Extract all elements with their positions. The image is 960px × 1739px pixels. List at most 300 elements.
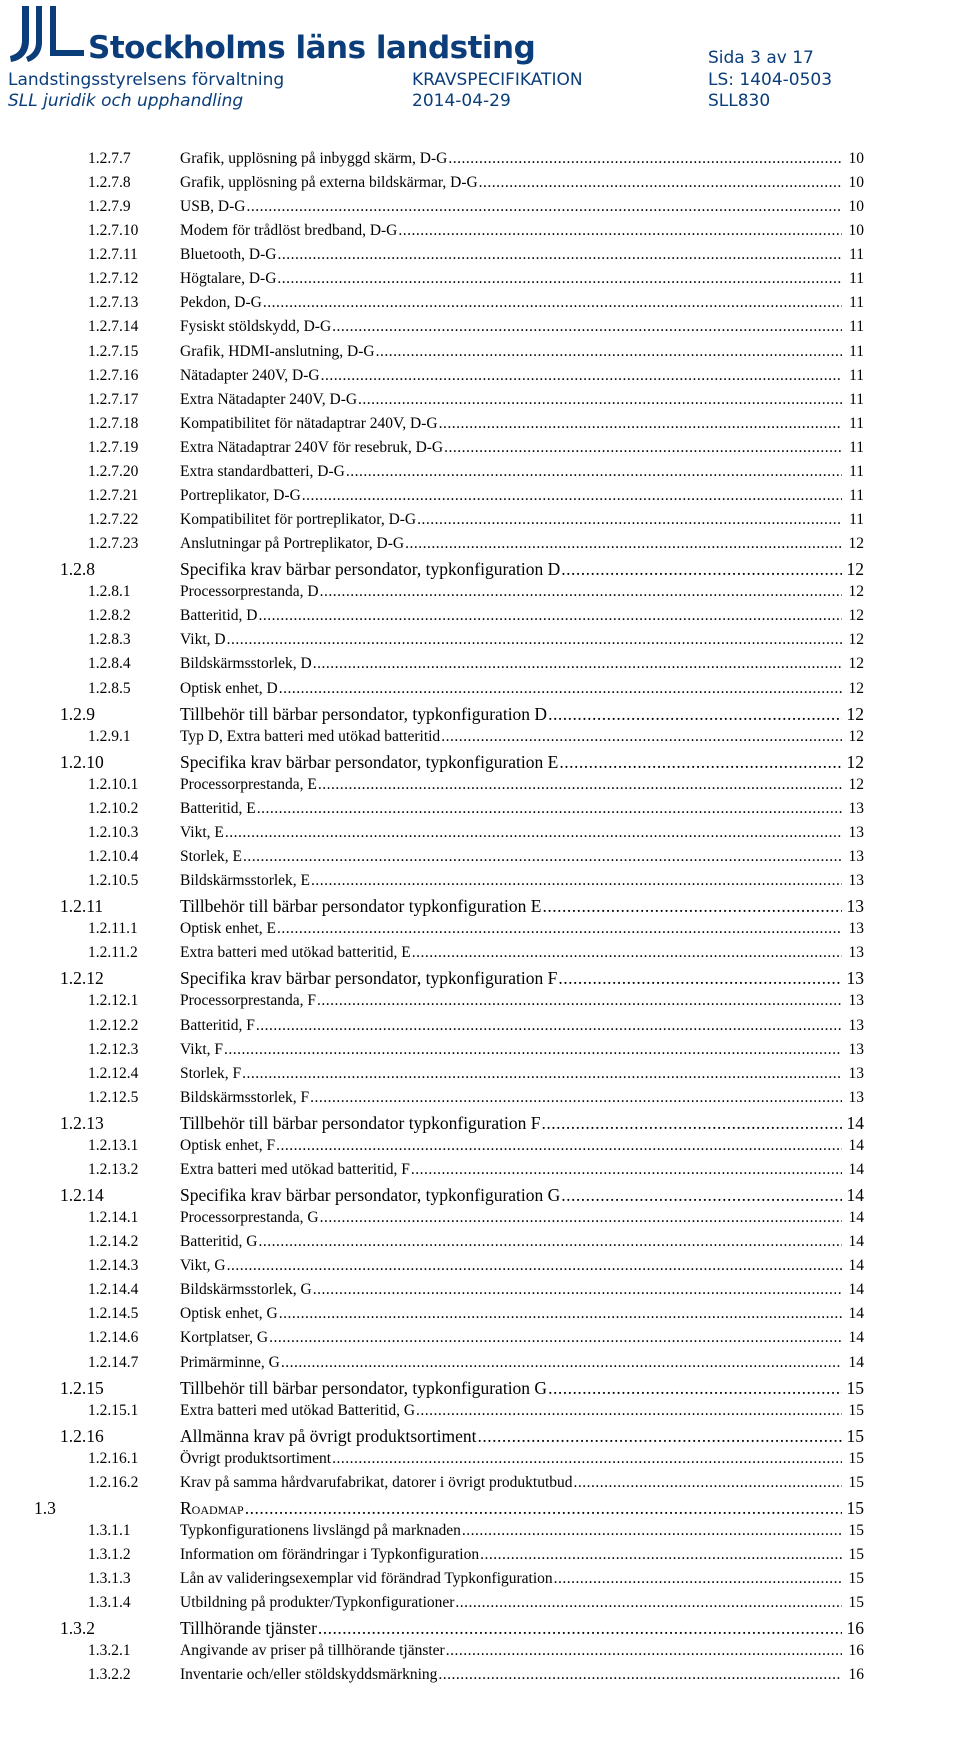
- toc-entry-number: 1.2.14.5: [88, 1305, 139, 1323]
- toc-entry-page: 11: [849, 511, 864, 529]
- toc-entry-title: Grafik, upplösning på inbyggd skärm, D-G: [180, 150, 448, 167]
- toc-entry-title: Extra Nätadaptrar 240V för resebruk, D-G: [180, 438, 444, 456]
- toc-entry-page: 14: [848, 1209, 864, 1227]
- toc-entry-number: 1.2.7.8: [88, 174, 131, 192]
- toc-entry-number: 1.3.2.1: [88, 1642, 131, 1660]
- toc-entry-number: 1.3.2: [60, 1618, 95, 1639]
- toc-entry[interactable]: [0, 1113, 960, 1137]
- toc-entry-number: 1.2.12.4: [88, 1064, 139, 1082]
- toc-entry-number: 1.2.10.1: [88, 775, 139, 793]
- toc-entry-number: 1.2.16.1: [88, 1449, 139, 1467]
- toc-entry[interactable]: [0, 367, 960, 391]
- toc-entry[interactable]: [0, 1546, 960, 1570]
- toc-entry-page: 13: [848, 799, 864, 817]
- toc-entry-page: 14: [848, 1305, 864, 1323]
- toc-entry[interactable]: [0, 728, 960, 752]
- toc-entry-title: Batteritid, F: [180, 1016, 255, 1034]
- toc-entry-number: 1.2.14.4: [88, 1281, 139, 1299]
- dot-leader: [277, 270, 842, 288]
- dot-leader: [313, 655, 842, 673]
- toc-entry-title: Tillbehör till bärbar persondator, typkonfiguration G: [180, 1377, 548, 1398]
- dot-leader: [311, 872, 842, 890]
- toc-entry[interactable]: [0, 1618, 960, 1642]
- toc-entry-title: Angivande av priser på tillhörande tjänster: [180, 1642, 445, 1660]
- toc-entry-number: 1.3.1.2: [88, 1546, 131, 1564]
- toc-entry-page: 12: [848, 631, 864, 649]
- toc-entry-page: 13: [848, 944, 864, 962]
- toc-entry-title: Extra batteri med utökad batteritid, E: [180, 944, 411, 962]
- toc-entry-number: 1.2.14.6: [88, 1329, 139, 1347]
- dot-leader: [277, 920, 842, 938]
- toc-entry[interactable]: [0, 920, 960, 944]
- toc-entry-number: 1.3.1.3: [88, 1570, 131, 1588]
- dot-leader: [320, 1209, 842, 1227]
- toc-entry-number: 1.2.8: [60, 559, 95, 580]
- toc-entry-page: 15: [848, 1473, 864, 1491]
- toc-entry-number: 1.2.10.4: [88, 848, 139, 866]
- dot-leader: [224, 1041, 842, 1059]
- toc-entry[interactable]: [0, 1329, 960, 1353]
- dot-leader: [462, 1522, 842, 1540]
- toc-entry-number: 1.2.14.7: [88, 1353, 139, 1371]
- toc-entry[interactable]: [0, 222, 960, 246]
- toc-entry[interactable]: [0, 1474, 960, 1498]
- toc-entry-title: Optisk enhet, E: [180, 920, 276, 938]
- toc-entry[interactable]: [0, 535, 960, 559]
- dot-leader: [455, 1594, 842, 1612]
- toc-entry-number: 1.2.10.5: [88, 872, 139, 890]
- sll-code: SLL830: [708, 91, 771, 111]
- dot-leader: [310, 1089, 842, 1107]
- toc-entry[interactable]: [0, 848, 960, 872]
- toc-entry-number: 1.2.11.2: [88, 944, 138, 962]
- dot-leader: [257, 800, 842, 818]
- dot-leader: [559, 752, 842, 773]
- toc-entry-title: Storlek, E: [180, 848, 242, 866]
- toc-entry[interactable]: [0, 1594, 960, 1618]
- toc-entry-page: 15: [846, 1377, 864, 1398]
- toc-entry-title: Modem för trådlöst bredband, D-G: [180, 222, 398, 240]
- toc-entry[interactable]: [0, 872, 960, 896]
- toc-entry-page: 10: [848, 174, 864, 192]
- dot-leader: [279, 1305, 842, 1323]
- toc-entry[interactable]: [0, 1089, 960, 1113]
- toc-entry-title: Krav på samma hårdvarufabrikat, datorer i övrigt produktutbud: [180, 1473, 573, 1491]
- toc-entry-title: Optisk enhet, G: [180, 1305, 278, 1323]
- toc-entry-page: 16: [848, 1666, 864, 1684]
- dot-leader: [411, 1161, 842, 1179]
- toc-entry-page: 16: [846, 1618, 864, 1639]
- organization-name: Stockholms läns landsting: [88, 30, 536, 66]
- toc-entry-title: Typkonfigurationens livslängd på marknaden: [180, 1521, 461, 1539]
- toc-entry[interactable]: [0, 1233, 960, 1257]
- toc-entry-number: 1.2.7.22: [88, 511, 139, 529]
- dot-leader: [346, 463, 842, 481]
- toc-entry[interactable]: [0, 343, 960, 367]
- toc-entry-page: 11: [849, 414, 864, 432]
- toc-entry-title: Bildskärmsstorlek, G: [180, 1281, 312, 1299]
- toc-entry-page: 12: [848, 775, 864, 793]
- dot-leader: [477, 1426, 842, 1447]
- dot-leader: [358, 391, 842, 409]
- toc-entry-page: 13: [846, 896, 864, 917]
- toc-entry-page: 12: [846, 703, 864, 724]
- toc-entry[interactable]: [0, 559, 960, 583]
- toc-entry-page: 11: [849, 246, 864, 264]
- dot-leader: [438, 1666, 842, 1684]
- toc-entry-number: 1.2.14.2: [88, 1233, 139, 1251]
- dot-leader: [313, 1281, 842, 1299]
- toc-entry[interactable]: [0, 896, 960, 920]
- dot-leader: [416, 1402, 842, 1420]
- toc-entry-number: 1.2.9.1: [88, 727, 131, 745]
- page-header: [0, 0, 960, 130]
- toc-entry-page: 10: [848, 150, 864, 167]
- dot-leader: [320, 583, 842, 601]
- dot-leader: [448, 150, 842, 168]
- toc-entry-page: 11: [849, 462, 864, 480]
- toc-entry-page: 13: [848, 1088, 864, 1106]
- toc-entry-number: 1.2.7.17: [88, 390, 139, 408]
- dot-leader: [245, 1498, 842, 1519]
- toc-entry[interactable]: [0, 439, 960, 463]
- toc-entry-page: 15: [846, 1425, 864, 1446]
- document-type: KRAVSPECIFIKATION: [412, 70, 583, 90]
- toc-entry-title: Övrigt produktsortiment: [180, 1449, 332, 1467]
- toc-entry-title: Bildskärmsstorlek, F: [180, 1088, 310, 1106]
- toc-entry-page: 10: [848, 198, 864, 216]
- dot-leader: [405, 535, 842, 553]
- toc-entry-number: 1.2.7.18: [88, 414, 139, 432]
- administration-name: Landstingsstyrelsens förvaltning: [8, 70, 285, 90]
- toc-entry-page: 15: [848, 1570, 864, 1588]
- toc-entry[interactable]: [0, 463, 960, 487]
- toc-entry-page: 11: [849, 318, 864, 336]
- toc-entry-page: 13: [848, 823, 864, 841]
- toc-entry-title: Kompatibilitet för portreplikator, D-G: [180, 511, 417, 529]
- toc-entry-title: Processorprestanda, E: [180, 775, 317, 793]
- toc-entry[interactable]: [0, 776, 960, 800]
- toc-entry-title: Fysiskt stöldskydd, D-G: [180, 318, 332, 336]
- toc-entry-number: 1.2.12: [60, 968, 104, 989]
- toc-entry-page: 15: [848, 1546, 864, 1564]
- toc-entry-title: Roadmap: [180, 1497, 244, 1518]
- toc-entry-title: Batteritid, E: [180, 799, 256, 817]
- toc-entry-page: 14: [848, 1233, 864, 1251]
- toc-entry-page: 11: [849, 342, 864, 360]
- toc-entry-title: Extra batteri med utökad Batteritid, G: [180, 1401, 416, 1419]
- toc-entry[interactable]: [0, 150, 960, 174]
- toc-entry-page: 11: [849, 294, 864, 312]
- toc-entry-title: Optisk enhet, F: [180, 1136, 276, 1154]
- toc-entry-number: 1.2.7.21: [88, 486, 139, 504]
- toc-entry-title: Vikt, G: [180, 1257, 226, 1275]
- toc-entry-title: Specifika krav bärbar persondator, typkonfiguration E: [180, 751, 559, 772]
- toc-entry-number: 1.2.7.9: [88, 198, 131, 216]
- toc-entry-page: 14: [846, 1112, 864, 1133]
- toc-entry[interactable]: [0, 174, 960, 198]
- toc-entry-number: 1.2.16: [60, 1425, 104, 1446]
- toc-entry[interactable]: [0, 992, 960, 1016]
- toc-entry-title: Extra batteri med utökad batteritid, F: [180, 1160, 410, 1178]
- toc-entry-number: 1.2.14.1: [88, 1209, 139, 1227]
- toc-entry[interactable]: [0, 704, 960, 728]
- toc-entry[interactable]: [0, 1209, 960, 1233]
- toc-entry-page: 12: [846, 559, 864, 580]
- toc-entry[interactable]: [0, 198, 960, 222]
- toc-entry-number: 1.2.7.11: [88, 246, 138, 264]
- dot-leader: [227, 1257, 842, 1275]
- toc-entry-number: 1.2.12.3: [88, 1040, 139, 1058]
- toc-entry-number: 1.2.7.19: [88, 438, 139, 456]
- toc-entry-title: Portreplikator, D-G: [180, 486, 301, 504]
- toc-entry-number: 1.2.8.2: [88, 607, 131, 625]
- toc-entry[interactable]: [0, 752, 960, 776]
- dot-leader: [259, 607, 843, 625]
- toc-entry-page: 13: [848, 848, 864, 866]
- dot-leader: [279, 680, 842, 698]
- toc-entry-page: 15: [846, 1497, 864, 1518]
- toc-entry[interactable]: [0, 800, 960, 824]
- toc-entry-title: Bluetooth, D-G: [180, 246, 277, 264]
- toc-entry-title: Tillbehör till bärbar persondator, typkonfiguration D: [180, 703, 548, 724]
- toc-entry-number: 1.2.7.15: [88, 342, 139, 360]
- toc-entry-title: Tillhörande tjänster: [180, 1618, 317, 1639]
- toc-entry-number: 1.2.8.3: [88, 631, 131, 649]
- toc-entry-page: 12: [846, 751, 864, 772]
- toc-entry-page: 13: [848, 992, 864, 1010]
- dot-leader: [412, 944, 842, 962]
- toc-entry-number: 1.2.13.1: [88, 1136, 139, 1154]
- toc-entry-number: 1.2.15: [60, 1377, 104, 1398]
- toc-entry-page: 13: [848, 920, 864, 938]
- toc-entry[interactable]: [0, 246, 960, 270]
- toc-entry-title: Primärminne, G: [180, 1353, 280, 1371]
- dot-leader: [269, 1329, 842, 1347]
- toc-entry-number: 1.2.9: [60, 703, 95, 724]
- toc-entry-number: 1.3.2.2: [88, 1666, 131, 1684]
- toc-entry-title: Grafik, upplösning på externa bildskärmar, D-G: [180, 174, 478, 192]
- toc-entry-title: Extra standardbatteri, D-G: [180, 462, 345, 480]
- toc-entry-title: Nätadapter 240V, D-G: [180, 366, 320, 384]
- toc-entry[interactable]: [0, 1498, 960, 1522]
- toc-entry-number: 1.2.11: [60, 896, 104, 917]
- toc-entry[interactable]: [0, 1065, 960, 1089]
- toc-entry-page: 14: [848, 1329, 864, 1347]
- toc-entry-page: 14: [848, 1257, 864, 1275]
- toc-entry-number: 1.2.16.2: [88, 1473, 139, 1491]
- dot-leader: [281, 1354, 842, 1372]
- toc-entry[interactable]: [0, 294, 960, 318]
- toc-entry[interactable]: [0, 655, 960, 679]
- toc-entry[interactable]: [0, 1378, 960, 1402]
- toc-entry[interactable]: [0, 487, 960, 511]
- toc-entry-number: 1.2.8.5: [88, 679, 131, 697]
- dot-leader: [561, 559, 842, 580]
- dot-leader: [242, 1065, 842, 1083]
- toc-entry-number: 1.2.10.2: [88, 799, 139, 817]
- toc-entry[interactable]: [0, 1666, 960, 1690]
- toc-entry[interactable]: [0, 1185, 960, 1209]
- toc-entry-title: Bildskärmsstorlek, E: [180, 872, 311, 890]
- toc-entry-page: 11: [849, 366, 864, 384]
- toc-entry-page: 15: [848, 1449, 864, 1467]
- toc-entry-number: 1.2.10.3: [88, 823, 139, 841]
- toc-entry-number: 1.2.7.13: [88, 294, 139, 312]
- toc-entry-page: 12: [848, 655, 864, 673]
- toc-entry[interactable]: [0, 583, 960, 607]
- toc-entry-page: 14: [846, 1185, 864, 1205]
- toc-entry[interactable]: [0, 1450, 960, 1474]
- dot-leader: [302, 487, 842, 505]
- toc-entry-title: Specifika krav bärbar persondator, typkonfiguration G: [180, 1185, 561, 1205]
- toc-entry-page: 15: [848, 1521, 864, 1539]
- toc-entry-page: 13: [848, 1016, 864, 1034]
- page-label: Sida 3 av 17: [708, 48, 814, 68]
- department-name: SLL juridik och upphandling: [8, 91, 244, 111]
- toc-entry-page: 11: [849, 486, 864, 504]
- toc-entry-title: Optisk enhet, D: [180, 679, 278, 697]
- dot-leader: [417, 511, 842, 529]
- dot-leader: [542, 1113, 843, 1134]
- toc-entry-title: Vikt, E: [180, 823, 224, 841]
- toc-entry-number: 1.2.7.23: [88, 535, 139, 553]
- toc-entry-title: Utbildning på produkter/Typkonfigurationer: [180, 1594, 455, 1612]
- toc-entry-title: Högtalare, D-G: [180, 270, 277, 288]
- toc-entry-title: USB, D-G: [180, 198, 246, 216]
- toc-entry-page: 13: [848, 872, 864, 890]
- dot-leader: [398, 222, 842, 240]
- toc-entry-number: 1.2.13: [60, 1112, 104, 1133]
- dot-leader: [444, 439, 842, 457]
- toc-entry-title: Extra Nätadapter 240V, D-G: [180, 390, 358, 408]
- dot-leader: [542, 896, 842, 917]
- toc-entry-title: Specifika krav bärbar persondator, typkonfiguration D: [180, 559, 561, 580]
- toc-entry-page: 13: [848, 1040, 864, 1058]
- toc-entry[interactable]: [0, 1161, 960, 1185]
- toc-entry-page: 14: [848, 1136, 864, 1154]
- toc-entry-title: Storlek, F: [180, 1064, 242, 1082]
- dot-leader: [246, 198, 842, 216]
- dot-leader: [479, 174, 842, 192]
- dot-leader: [561, 1185, 842, 1206]
- dot-leader: [225, 824, 842, 842]
- toc-entry[interactable]: [0, 968, 960, 992]
- toc-entry-title: Tillbehör till bärbar persondator typkonfiguration E: [180, 896, 542, 917]
- toc-entry-title: Bildskärmsstorlek, D: [180, 655, 312, 673]
- toc-entry[interactable]: [0, 1354, 960, 1378]
- dot-leader: [318, 776, 842, 794]
- toc-entry[interactable]: [0, 1041, 960, 1065]
- toc-entry[interactable]: [0, 607, 960, 631]
- toc-entry-title: Pekdon, D-G: [180, 294, 262, 312]
- toc-entry[interactable]: [0, 391, 960, 415]
- toc-entry-title: Lån av valideringsexemplar vid förändrad Typkonfiguration: [180, 1570, 553, 1588]
- toc-entry-title: Inventarie och/eller stöldskyddsmärkning: [180, 1666, 438, 1684]
- toc-entry-title: Allmänna krav på övrigt produktsortiment: [180, 1425, 477, 1446]
- toc-entry-title: Kortplatser, G: [180, 1329, 269, 1347]
- toc-entry-number: 1.2.10: [60, 751, 104, 772]
- toc-entry-page: 11: [849, 270, 864, 288]
- dot-leader: [318, 1618, 842, 1639]
- toc-entry[interactable]: [0, 318, 960, 342]
- toc-entry-page: 13: [848, 1064, 864, 1082]
- toc-entry[interactable]: [0, 1137, 960, 1161]
- toc-entry-page: 11: [849, 438, 864, 456]
- dot-leader: [332, 1450, 842, 1468]
- dot-leader: [574, 1474, 842, 1492]
- document-date: 2014-04-29: [412, 91, 511, 111]
- toc-entry-title: Typ D, Extra batteri med utökad batteritid: [180, 727, 441, 745]
- toc-entry-page: 16: [848, 1642, 864, 1660]
- toc-entry-number: 1.2.12.1: [88, 992, 139, 1010]
- toc-entry-page: 12: [848, 607, 864, 625]
- dot-leader: [263, 294, 842, 312]
- toc-entry-title: Information om förändringar i Typkonfiguration: [180, 1546, 480, 1564]
- toc-entry[interactable]: [0, 1642, 960, 1666]
- toc-entry[interactable]: [0, 1017, 960, 1041]
- toc-entry[interactable]: [0, 1281, 960, 1305]
- toc-entry-page: 13: [846, 968, 864, 989]
- toc-entry-number: 1.2.14: [60, 1185, 104, 1205]
- toc-entry[interactable]: [0, 631, 960, 655]
- toc-entry[interactable]: [0, 1426, 960, 1450]
- toc-entry[interactable]: [0, 270, 960, 294]
- dot-leader: [446, 1642, 842, 1660]
- toc-entry[interactable]: [0, 824, 960, 848]
- toc-entry[interactable]: [0, 415, 960, 439]
- dot-leader: [243, 848, 842, 866]
- dot-leader: [480, 1546, 842, 1564]
- toc-entry[interactable]: [0, 511, 960, 535]
- toc-entry-page: 14: [848, 1353, 864, 1371]
- toc-entry[interactable]: [0, 1305, 960, 1329]
- toc-entry-number: 1.3.1.4: [88, 1594, 131, 1612]
- toc-entry-page: 12: [848, 535, 864, 553]
- toc-entry[interactable]: [0, 1257, 960, 1281]
- toc-entry-title: Specifika krav bärbar persondator, typkonfiguration F: [180, 968, 558, 989]
- toc-entry-number: 1.2.15.1: [88, 1401, 139, 1419]
- toc-entry[interactable]: [0, 1522, 960, 1546]
- toc-entry[interactable]: [0, 1402, 960, 1426]
- toc-entry-page: 14: [848, 1281, 864, 1299]
- dot-leader: [321, 367, 842, 385]
- dot-leader: [554, 1570, 842, 1588]
- toc-entry-page: 12: [848, 679, 864, 697]
- toc-entry[interactable]: [0, 680, 960, 704]
- toc-entry-title: Processorprestanda, G: [180, 1209, 319, 1227]
- toc-entry-number: 1.2.8.4: [88, 655, 131, 673]
- toc-entry[interactable]: [0, 944, 960, 968]
- toc-entry-number: 1.2.7.12: [88, 270, 139, 288]
- toc-entry-title: Tillbehör till bärbar persondator typkonfiguration F: [180, 1112, 541, 1133]
- dot-leader: [376, 343, 842, 361]
- dot-leader: [256, 1017, 842, 1035]
- toc-entry-number: 1.2.7.7: [88, 150, 131, 167]
- toc-entry-title: Processorprestanda, F: [180, 992, 317, 1010]
- toc-entry-number: 1.2.7.20: [88, 462, 139, 480]
- toc-entry-title: Processorprestanda, D: [180, 583, 319, 601]
- toc-entry-number: 1.2.11.1: [88, 920, 138, 938]
- toc-entry-number: 1.2.7.10: [88, 222, 139, 240]
- dot-leader: [441, 728, 842, 746]
- dot-leader: [548, 1378, 842, 1399]
- toc-entry-page: 15: [848, 1594, 864, 1612]
- dot-leader: [277, 246, 842, 264]
- toc-entry-page: 11: [849, 390, 864, 408]
- dot-leader: [276, 1137, 842, 1155]
- toc-entry[interactable]: [0, 1570, 960, 1594]
